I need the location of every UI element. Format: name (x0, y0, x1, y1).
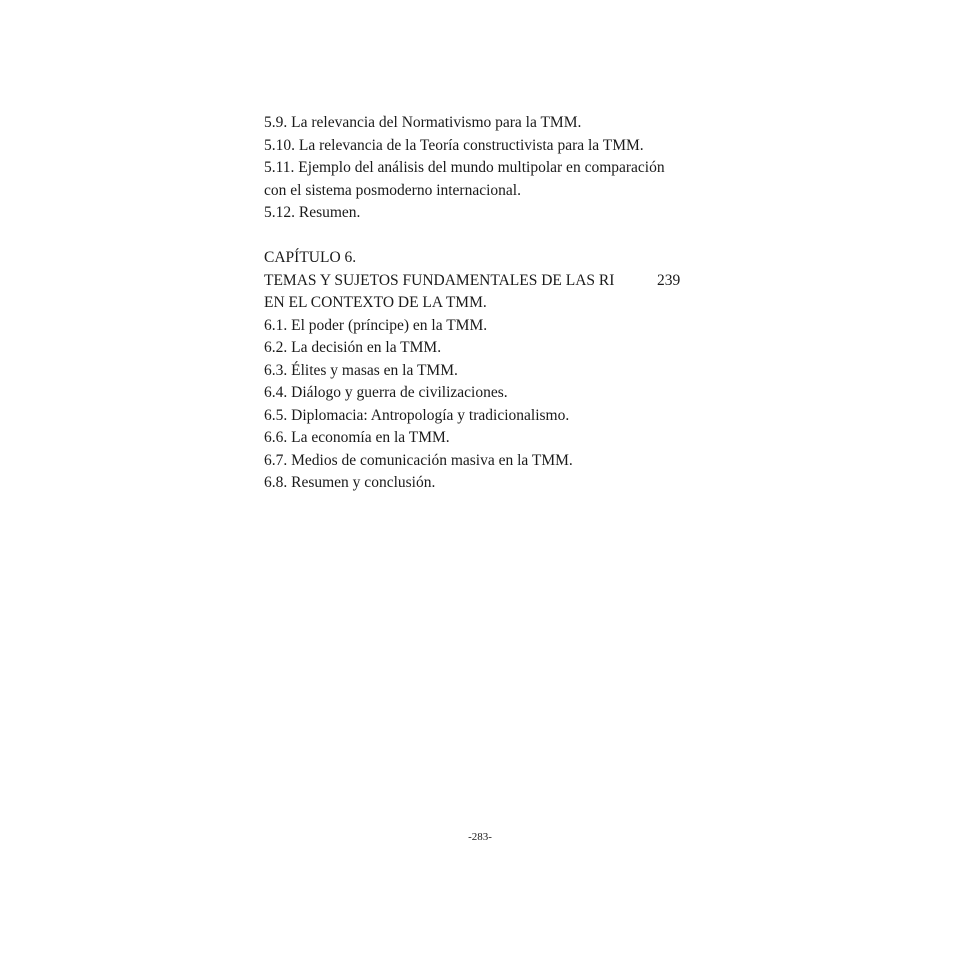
toc-entry-6-2: 6.2. La decisión en la TMM. (264, 339, 442, 356)
table-of-contents (264, 112, 724, 495)
toc-entry-6-1: 6.1. El poder (príncipe) en la TMM. (264, 316, 488, 334)
toc-entry-6-5: 6.5. Diplomacia: Antropología y tradicionalismo. (264, 406, 570, 424)
toc-entry-5-12: 5.12. Resumen. (264, 204, 361, 221)
toc-entry-5-9: 5.9. La relevancia del Normativismo para la TMM. (264, 114, 582, 131)
toc-entry-5-11: 5.11. Ejemplo del análisis del mundo multipolar en comparación (264, 159, 665, 176)
toc-entry-5-10: 5.10. La relevancia de la Teoría constructivista para la TMM. (264, 136, 644, 154)
toc-entry-5-11-continued: con el sistema posmoderno internacional. (264, 181, 521, 199)
chapter-label: CAPÍTULO 6. (264, 249, 357, 266)
toc-entry-6-3: 6.3. Élites y masas en la TMM. (264, 361, 458, 379)
chapter-title-continued: EN EL CONTEXTO DE LA TMM. (264, 294, 487, 311)
chapter-title: TEMAS Y SUJETOS FUNDAMENTALES DE LAS RI (264, 271, 615, 289)
section-spacer (264, 225, 724, 248)
page-number: -283- (468, 831, 492, 843)
chapter-page-number: 239 (657, 271, 681, 289)
toc-entry-6-8: 6.8. Resumen y conclusión. (264, 474, 436, 491)
toc-entry-6-6: 6.6. La economía en la TMM. (264, 429, 450, 446)
toc-entry-6-4: 6.4. Diálogo y guerra de civilizaciones. (264, 384, 508, 401)
toc-entry-6-7: 6.7. Medios de comunicación masiva en la TMM. (264, 451, 573, 469)
chapter-title-row (264, 270, 724, 293)
